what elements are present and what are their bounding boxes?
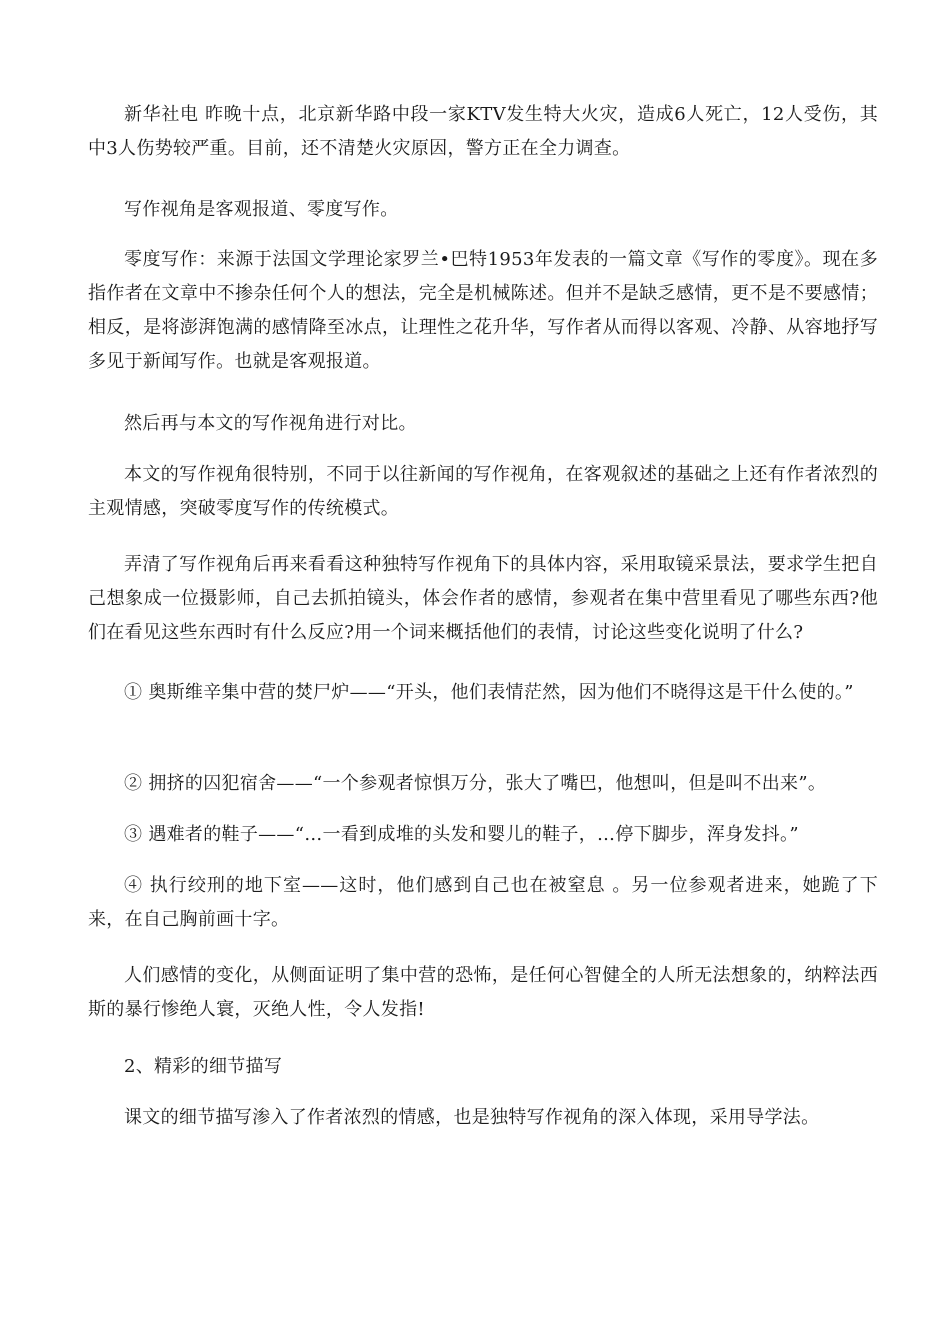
section-heading-details: 2、精彩的细节描写 (124, 1056, 283, 1077)
paragraph-compare: 然后再与本文的写作视角进行对比。 (124, 413, 417, 434)
paragraph-detail-method: 课文的细节描写渗入了作者浓烈的情感，也是独特写作视角的深入体现，采用导学法。 (124, 1107, 820, 1128)
paragraph-writing-view: 写作视角是客观报道、零度写作。 (124, 199, 399, 220)
list-item-crematorium: ① 奥斯维辛集中营的焚尸炉——“开头，他们表情茫然，因为他们不晓得这是干什么使的。” (124, 682, 854, 703)
paragraph-special-view: 本文的写作视角很特别，不同于以往新闻的写作视角，在客观叙述的基础之上还有作者浓烈的主观情感，突破零度写作的传统模式。 (88, 464, 878, 519)
list-item-shoes: ③ 遇难者的鞋子——“…一看到成堆的头发和婴儿的鞋子，…停下脚步，浑身发抖。” (124, 824, 799, 845)
paragraph-camera-method: 弄清了写作视角后再来看看这种独特写作视角下的具体内容，采用取镜采景法，要求学生把自己想象成一位摄影师，自己去抓拍镜头，体会作者的感情，参观者在集中营里看见了哪些东西?他们在看见这些东西时有什么反应?用一个词来概括他们的表情，讨论这些变化说明了什么? (88, 554, 878, 643)
paragraph-zero-writing: 零度写作：来源于法国文学理论家罗兰•巴特1953年发表的一篇文章《写作的零度》。现在多指作者在文章中不掺杂任何个人的想法，完全是机械陈述。但并不是缺乏感情，更不是不要感情；相反，是将澎湃饱满的感情降至冰点，让理性之花升华，写作者从而得以客观、冷静、从容地抒写多见于新闻写作。也就是客观报道。 (88, 249, 878, 372)
list-item-basement: ④ 执行绞刑的地下室——这时，他们感到自己也在被窒息 。另一位参观者进来，她跪了下来，在自己胸前画十字。 (88, 875, 878, 930)
list-item-dormitory: ② 拥挤的囚犯宿舍——“一个参观者惊惧万分，张大了嘴巴，他想叫，但是叫不出来”。 (124, 773, 827, 794)
paragraph-emotion-change: 人们感情的变化，从侧面证明了集中营的恐怖，是任何心智健全的人所无法想象的，纳粹法西斯的暴行惨绝人寰，灭绝人性，令人发指! (88, 965, 878, 1020)
paragraph-news-report: 新华社电 昨晚十点，北京新华路中段一家KTV发生特大火灾，造成6人死亡，12人受伤，其中3人伤势较严重。目前，还不清楚火灾原因，警方正在全力调查。 (88, 104, 878, 159)
